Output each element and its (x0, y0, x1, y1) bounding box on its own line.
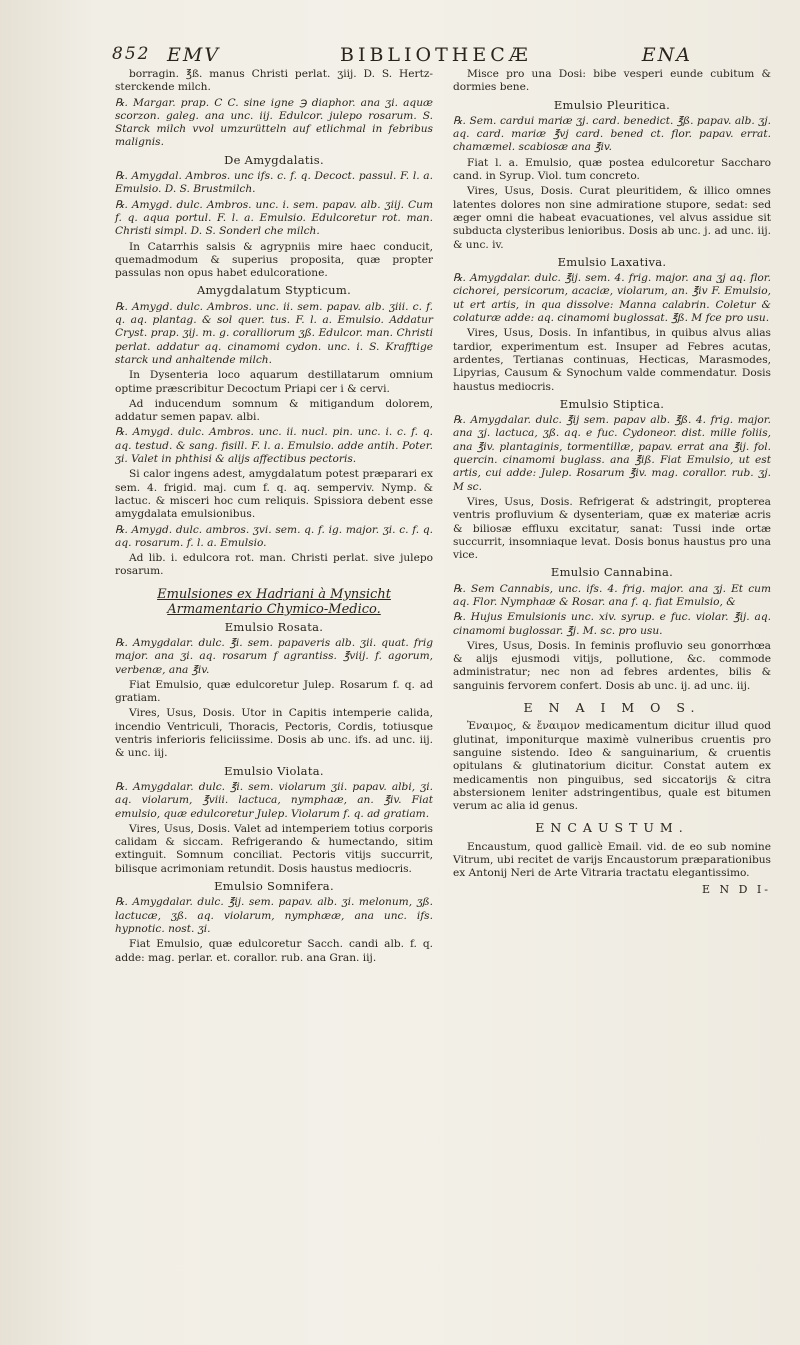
paragraph: Ad lib. i. edulcora rot. man. Christi perlat. sive julepo rosarum. (115, 552, 433, 578)
paragraph: Encaustum, quod gallicè Email. vid. de eo sub nomine Vitrum, ubi recitet de varijs Encaustorum præparationibus ex Antonij Neri de Arte Vitraria tractatu elegantissimo. (453, 840, 771, 880)
paragraph: Vires, Usus, Dosis. In feminis profluvio seu gonorrhœa & alijs ejusmodi vitijs, pollutione, &c. commode administratur; nec non ad febres ardentes, bilis & sanguinis fervorem confert. Dosis ab unc. ij. ad unc. iij. (453, 639, 771, 692)
section-heading: Emulsio Somnifera. (214, 879, 334, 894)
prescription: ℞. Amygd. dulc. Ambros. unc. ii. nucl. pin. unc. i. c. f. q. aq. testud. & sang. fisill. F. l. a. Emulsio. adde antih. Poter. ʒi. Valet in phthisi & alijs affectibus pectoris. (115, 426, 433, 466)
prescription: ℞. Margar. prap. C C. sine igne ℈ diaphor. ana ʒi. aquæ scorzon. galeg. ana unc. iij. Edulcor. julepo rosarum. S. Starck milch vvol umzurütteln auf etlichmal in febribus malignis. (115, 96, 433, 149)
section-heading: Emulsio Cannabina. (550, 565, 674, 580)
chapter-heading: Emulsiones ex Hadriani à Mynsicht Armamentario Chymico-Medico. (157, 586, 391, 617)
catchword: E N D I- (701, 882, 771, 896)
section-heading: Emulsio Stiptica. (559, 396, 665, 411)
section-heading: Emulsio Rosata. (224, 619, 324, 634)
prescription: ℞. Amygdal. Ambros. unc ifs. c. f. q. Decoct. passul. F. l. a. Emulsio. D. S. Brustmilch. (115, 170, 433, 196)
paragraph: Vires, Usus, Dosis. Valet ad intemperiem totius corporis calidam & siccam. Refrigerando & humectando, sitim extinguit. Somnum conciliat. Pectoris vitijs succurrit, bilisque acrimoniam retundit. Dosis haustus mediocris. (115, 822, 433, 875)
running-head-right: ENA (641, 44, 692, 66)
left-column (115, 68, 433, 967)
section-heading: Amygdalatum Stypticum. (196, 283, 352, 298)
prescription: ℞. Amygdalar. dulc. ℥ij sem. papav alb. ℥ß. 4. frig. major. ana ʒj. lactuca, ʒß. aq. e fuc. Cydoneor. dist. mille foliis, ana ℥iv. plantaginis, tormentillæ, papav. errat ana ℥ij. fol. quercin. cinamomi buglass. ana ℥iß. Fiat Emulsio, ut est artis, cui adde: Julep. Rosarum ℥iv. mag. corallor. rub. ʒj. M sc. (453, 414, 771, 493)
prescription: ℞. Amygdalar. dulc. ℥ij. sem. papav. alb. ʒi. melonum, ʒß. lactucæ, ʒß. aq. violarum, nymphææ, ana unc. ifs. hypnotic. nost. ʒi. (115, 896, 433, 935)
prescription: ℞. Hujus Emulsionis unc. xiv. syrup. e fuc. violar. ℥ij. aq. cinamomi buglossar. ℥j. M. sc. pro usu. (453, 611, 771, 637)
paragraph: Ad inducendum somnum & mitigandum dolorem, addatur semen papav. albi. (115, 397, 433, 424)
paragraph: Misce pro una Dosi: bibe vesperi eunde cubitum & dormies bene. (453, 68, 771, 94)
section-heading: Emulsio Violata. (224, 763, 324, 778)
page-number: 852 (112, 44, 151, 64)
paragraph: In Catarrhis salsis & agrypniis mire haec conducit, quemadmodum & superius proposita, quæ propter passulas non opus habet edulcoratione. (115, 240, 433, 280)
section-heading: De Amygdalatis. (224, 152, 324, 167)
page-header (112, 44, 692, 70)
prescription: ℞. Amygdalar. dulc. ℥ij. sem. 4. frig. major. ana ʒj aq. flor. cichorei, persicorum, acaciæ, violarum, an. ℥iv F. Emulsio, ut ert artis, in qua dissolve: Manna calabrin. Coletur & colaturæ adde: aq. cinamomi buglossat. ℥ß. M fce pro usu. (453, 272, 771, 325)
paragraph: Fiat Emulsio, quæ edulcoretur Sacch. candi alb. f. q. adde: mag. perlar. et. corallor. rub. ana Gran. iij. (115, 938, 433, 964)
paragraph: Vires, Usus, Dosis. Utor in Capitis intemperie calida, incendio Ventriculi, Thoracis, Pectoris, Cordis, totiusque ventris inferioris feliciissime. Dosis ab unc. ifs. ad unc. iij. & unc. iij. (115, 707, 433, 760)
section-heading: Emulsio Laxativa. (557, 254, 667, 269)
paragraph: Vires, Usus, Dosis. Refrigerat & adstringit, propterea ventris profluvium & dysenteriam, quæ ex materiæ acris & biliosæ effluxu excitatur, sanat: Tussi inde ortæ succurrit, insomniaque levat. Dosis bonus haustus pro una vice. (453, 495, 771, 562)
paragraph: borragin. ℥ß. manus Christi perlat. ʒiij. D. S. Hertz-sterckende milch. (115, 68, 433, 94)
paragraph: Fiat Emulsio, quæ edulcoretur Julep. Rosarum f. q. ad gratiam. (115, 678, 433, 705)
prescription: ℞. Amygdalar. dulc. ℥i. sem. violarum ʒii. papav. albi, ʒi. aq. violarum, ℥viii. lactuca, nymphaæ, an. ℥iv. Fiat emulsio, quæ edulcoretur Julep. Violarum f. q. ad gratiam. (115, 780, 433, 820)
prescription: ℞. Sem. cardui mariæ ʒj. card. benedict. ℥ß. papav. alb. ʒj. aq. card. mariæ ℥vj card. bened ct. flor. papav. errat. chamæmel. scabiosæ ana ℥iv. (453, 114, 771, 154)
right-column (453, 68, 771, 898)
paragraph: Fiat l. a. Emulsio, quæ postea edulcoretur Saccharo cand. in Syrup. Viol. tum concreto. (453, 156, 771, 183)
prescription: ℞. Amygd. dulc. ambros. ʒvi. sem. q. f. ig. major. ʒi. c. f. q. aq. rosarum. f. l. a. Emulsio. (115, 523, 433, 549)
section-heading: Emulsio Pleuritica. (553, 97, 671, 112)
paragraph: Vires, Usus, Dosis. Curat pleuritidem, & illico omnes latentes dolores non sine admiratione stupore, sedat: sed æger omni die habeat evacuationes, vel alvus assidue sit subducta clysteribus lenioribus. Dosis ab unc. j. ad unc. iij. & unc. iv. (453, 185, 771, 251)
running-head-center: BIBLIOTHECÆ (340, 44, 532, 66)
prescription: ℞. Amygdalar. dulc. ℥i. sem. papaveris alb. ʒii. quat. frig major. ana ʒi. aq. rosarum f agrantiss. ℥viij. f. agorum, verbenæ, ana ℥iv. (115, 636, 433, 676)
paragraph: Si calor ingens adest, amygdalatum potest præparari ex sem. 4. frigid. maj. cum f. q. aq. semperviv. Nymp. & lactuc. & misceri hoc cum reliquis. Spissiora debent esse amygdalata emulsionibus. (115, 468, 433, 521)
entry-heading: E N A I M O S. (523, 700, 701, 716)
running-head-left: EMV (167, 44, 221, 66)
paragraph: In Dysenteria loco aquarum destillatarum omnium optime præscribitur Decoctum Priapi cer i & cervi. (115, 369, 433, 395)
prescription: ℞. Sem Cannabis, unc. ifs. 4. frig. major. ana ʒj. Et cum aq. Flor. Nymphaæ & Rosar. ana f. q. fiat Emulsio, & (453, 582, 771, 608)
prescription: ℞. Amygd. dulc. Ambros. unc. ii. sem. papav. alb. ʒiii. c. f. q. aq. plantag. & sol quer. tus. F. l. a. Emulsio. Addatur Cryst. prap. ʒij. m. g. coralliorum ʒß. Edulcor. man. Christi perlat. addatur aq. cinamomi cydon. unc. i. S. Krafftige starck und anhaltende milch. (115, 300, 433, 366)
prescription: ℞. Amygd. dulc. Ambros. unc. i. sem. papav. alb. ʒiij. Cum f. q. aqua portul. F. l. a. Emulsio. Edulcoretur rot. man. Christi simpl. D. S. Sonderl che milch. (115, 198, 433, 238)
paragraph: Vires, Usus, Dosis. In infantibus, in quibus alvus alias tardior, experimentum est. Insuper ad Febres acutas, ardentes, Tertianas continuas, Hecticas, Marasmodes, Lipyrias, Causum & Synochum valde commendatur. Dosis haustus mediocris. (453, 327, 771, 393)
paragraph: Ἐναιμος, & ἔναιμον medicamentum dicitur illud quod glutinat, imponiturque maximè vulneribus cruentis pro sanguine sistendo. Ideo & sanguinarium, & cruentis opitulans & glutinatorium dicitur. Constat autem ex medicamentis non pinguibus, sed siccatorijs & citra abstersionem leniter adstringentibus, quale est bitumen verum ac alia id genus. (453, 720, 771, 813)
entry-heading: ENCAUSTUM. (535, 820, 689, 836)
